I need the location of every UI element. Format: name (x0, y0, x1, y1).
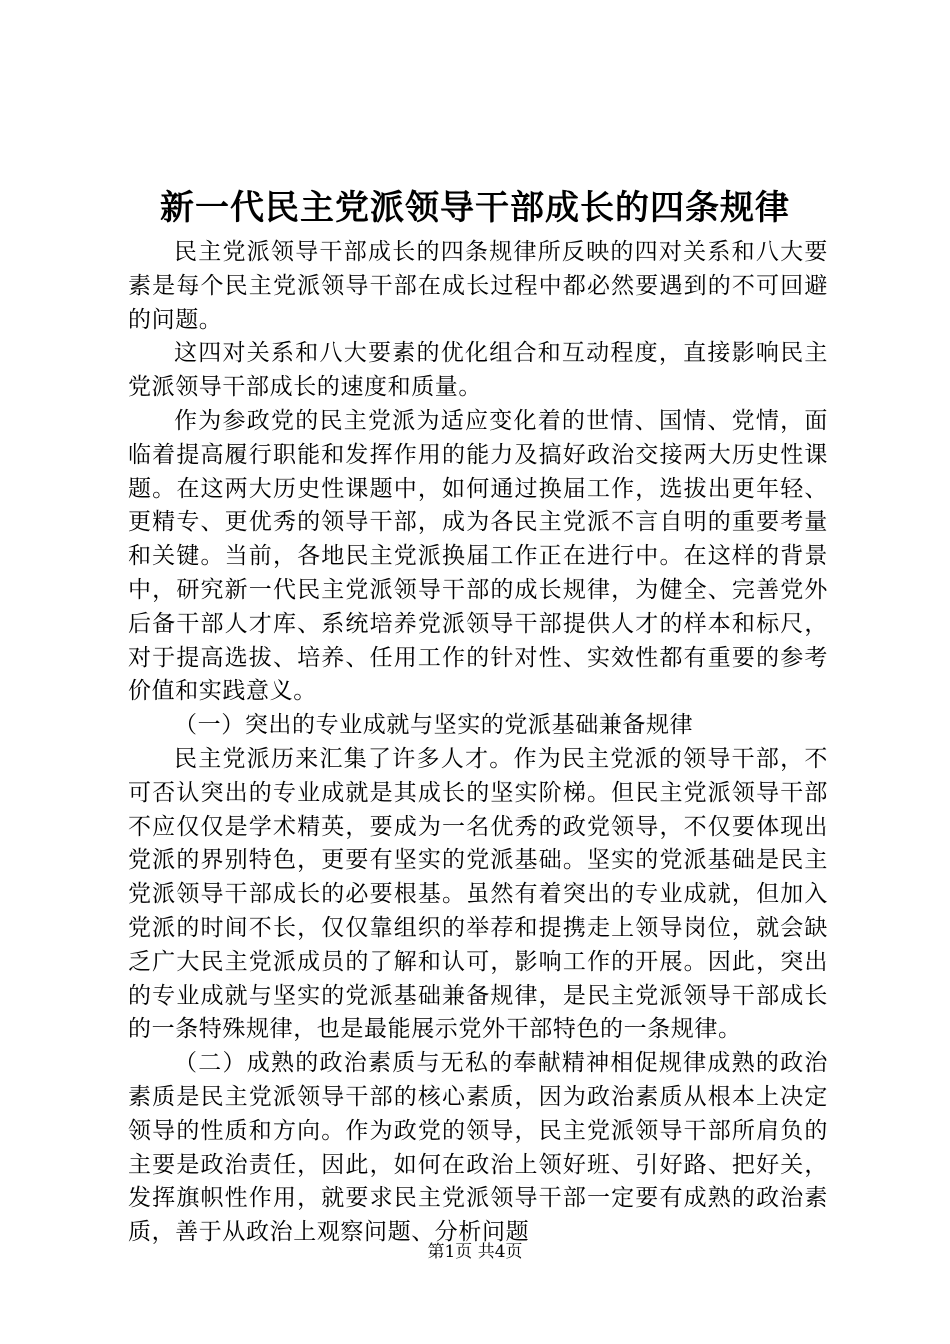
paragraph-background: 作为参政党的民主党派为适应变化着的世情、国情、党情，面临着提高履行职能和发挥作用的能力及搞好政治交接两大历史性课题。在这两大历史性课题中，如何通过换届工作，选拔出更年轻、更精专、更优秀的领导干部，成为各民主党派不言自明的重要考量和关键。当前，各地民主党派换届工作正在进行中。在这样的背景中，研究新一代民主党派领导干部的成长规律，为健全、完善党外后备干部人才库、系统培养党派领导干部提供人才的样本和标尺，对于提高选拔、培养、任用工作的针对性、实效性都有重要的参考价值和实践意义。 (128, 407, 828, 705)
paragraph-intro: 民主党派领导干部成长的四条规律所反映的四对关系和八大要素是每个民主党派领导干部在成长过程中都必然要遇到的不可回避的问题。 (128, 239, 828, 333)
page-footer: 第1页 共4页 (427, 1242, 523, 1262)
paragraph-section-1: 民主党派历来汇集了许多人才。作为民主党派的领导干部，不可否认突出的专业成就是其成长的坚实阶梯。但民主党派领导干部不应仅仅是学术精英，要成为一名优秀的政党领导，不仅要体现出党派的界别特色，更要有坚实的党派基础。坚实的党派基础是民主党派领导干部成长的必要根基。虽然有着突出的专业成就，但加入党派的时间不长，仅仅靠组织的举荐和提携走上领导岗位，就会缺乏广大民主党派成员的了解和认可，影响工作的开展。因此，突出的专业成就与坚实的党派基础兼备规律，是民主党派领导干部成长的一条特殊规律，也是最能展示党外干部特色的一条规律。 (128, 745, 828, 1043)
document-title: 新一代民主党派领导干部成长的四条规律 (160, 188, 790, 228)
paragraph-section-2: （二）成熟的政治素质与无私的奉献精神相促规律成熟的政治素质是民主党派领导干部的核心素质，因为政治素质从根本上决定领导的性质和方向。作为政党的领导，民主党派领导干部所肩负的主要是政治责任，因此，如何在政治上领好班、引好路、把好关，发挥旗帜性作用，就要求民主党派领导干部一定要有成熟的政治素质，善于从政治上观察问题、分析问题 (128, 1050, 828, 1246)
paragraph-relations: 这四对关系和八大要素的优化组合和互动程度，直接影响民主党派领导干部成长的速度和质量。 (128, 340, 828, 401)
section-heading-1: （一）突出的专业成就与坚实的党派基础兼备规律 (174, 712, 694, 739)
document-body (128, 236, 828, 1250)
